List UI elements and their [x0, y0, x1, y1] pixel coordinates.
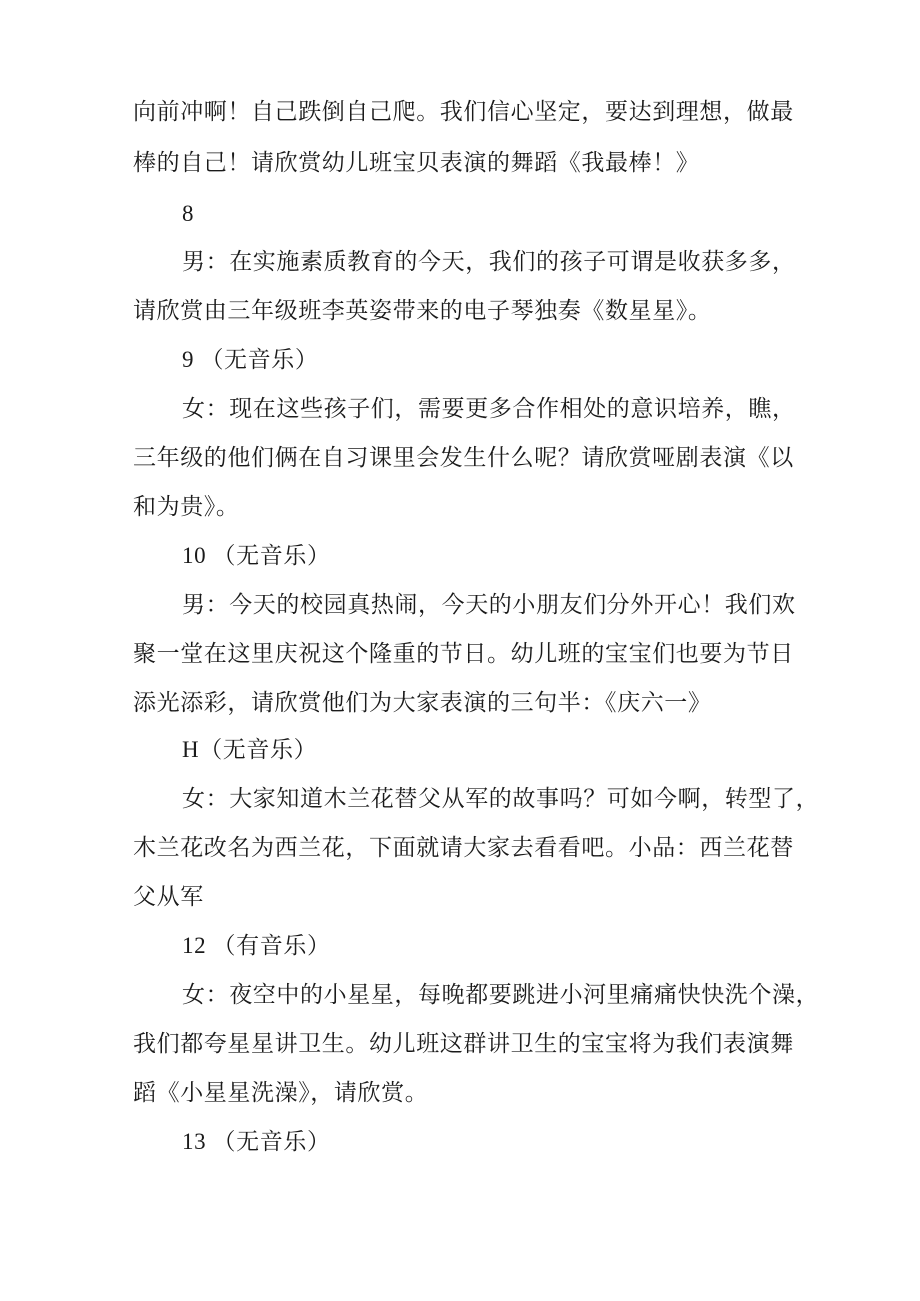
paragraph-line: 棒的自己！请欣赏幼儿班宝贝表演的舞蹈《我最棒！》: [133, 150, 700, 176]
paragraph-line: 请欣赏由三年级班李英姿带来的电子琴独奏《数星星》。: [133, 298, 712, 324]
paragraph-line: 和为贵》。: [133, 494, 240, 520]
paragraph-line: 向前冲啊！自己跌倒自己爬。我们信心坚定，要达到理想，做最: [133, 99, 794, 125]
paragraph-line: 添光添彩，请欣赏他们为大家表演的三句半：《庆六一》: [133, 690, 712, 716]
paragraph-line: 男：今天的校园真热闹，今天的小朋友们分外开心！我们欢: [182, 592, 796, 618]
program-item-heading: 10 （无音乐）: [182, 543, 331, 568]
paragraph-line: 三年级的他们俩在自习课里会发生什么呢？请欣赏哑剧表演《以: [133, 445, 794, 471]
program-item-heading: H（无音乐）: [182, 737, 318, 762]
paragraph-line: 蹈《小星星洗澡》，请欣赏。: [133, 1080, 429, 1106]
paragraph-line: 男：在实施素质教育的今天，我们的孩子可谓是收获多多，: [182, 249, 796, 275]
paragraph-line: 女：夜空中的小星星，每晚都要跳进小河里痛痛快快洗个澡，: [182, 982, 820, 1008]
paragraph-line: 女：现在这些孩子们，需要更多合作相处的意识培养，瞧，: [182, 396, 796, 422]
program-item-heading: 9 （无音乐）: [182, 347, 319, 372]
program-item-heading: 8: [182, 201, 195, 226]
program-item-heading: 13 （无音乐）: [182, 1129, 331, 1154]
paragraph-line: 女：大家知道木兰花替父从军的故事吗？可如今啊，转型了，: [182, 786, 820, 812]
paragraph-line: 我们都夸星星讲卫生。幼儿班这群讲卫生的宝宝将为我们表演舞: [133, 1031, 794, 1057]
paragraph-line: 父从军: [133, 884, 204, 910]
paragraph-line: 木兰花改名为西兰花，下面就请大家去看看吧。小品：西兰花替: [133, 835, 794, 861]
program-item-heading: 12 （有音乐）: [182, 933, 331, 958]
paragraph-line: 聚一堂在这里庆祝这个隆重的节日。幼儿班的宝宝们也要为节日: [133, 641, 794, 667]
